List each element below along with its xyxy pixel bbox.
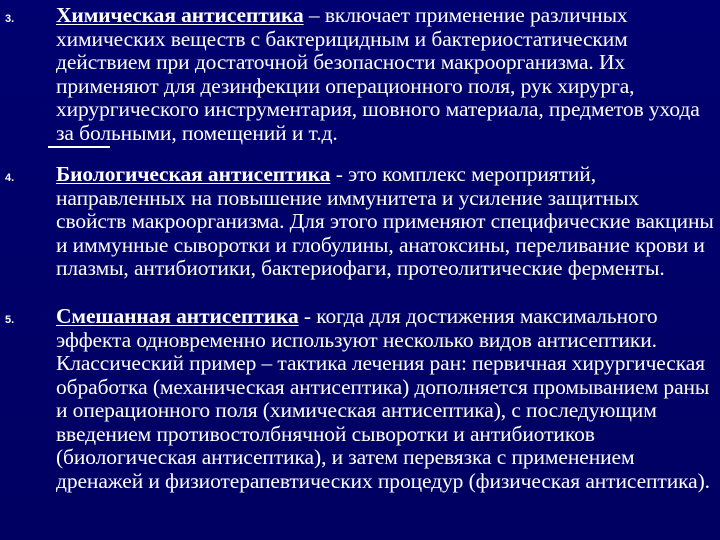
term-mixed-antiseptics: Смешанная антисептика <box>56 304 299 328</box>
decorative-rule <box>48 146 110 148</box>
term-chemical-antiseptics: Химическая антисептика <box>56 3 304 27</box>
list-item-body <box>56 163 714 281</box>
definition-text: – включает применение различных химических веществ с бактерицидным и бактериостатическим действием при достаточной безопасности макроорганизма. Их применяют для дезинфекции операционного поля, рук хирурга, хирургического инструментария, шовного материала, предметов ухода за больными, помещений и т.д. <box>56 3 700 145</box>
list-item-number: 4. <box>5 172 15 184</box>
list-item-number: 3. <box>5 13 15 25</box>
list-item-body <box>56 4 714 145</box>
list-item-number: 5. <box>5 314 15 326</box>
definition-text: - когда для достижения максимального эффекта одновременно используют несколько видов антисептики. Классический пример – тактика лечения ран: первичная хирургическая обработка (механическая антисептика) дополняется промыванием раны и операционного поля (химическая антисептика), с последующим введением противостолбнячной сыворотки и антибиотиков (биологическая антисептика), и затем перевязка с применением дренажей и физиотерапевтических процедур (физическая антисептика). <box>56 304 710 493</box>
list-item-body <box>56 305 714 493</box>
term-biological-antiseptics: Биологическая антисептика <box>56 162 331 186</box>
definition-text: - это комплекс мероприятий, направленных на повышение иммунитета и усиление защитных свойств макроорганизма. Для этого применяют специфические вакцины и иммунные сыворотки и глобулины, анатоксины, переливание крови и плазмы, антибиотики, бактериофаги, протеолитические ферменты. <box>56 162 714 280</box>
